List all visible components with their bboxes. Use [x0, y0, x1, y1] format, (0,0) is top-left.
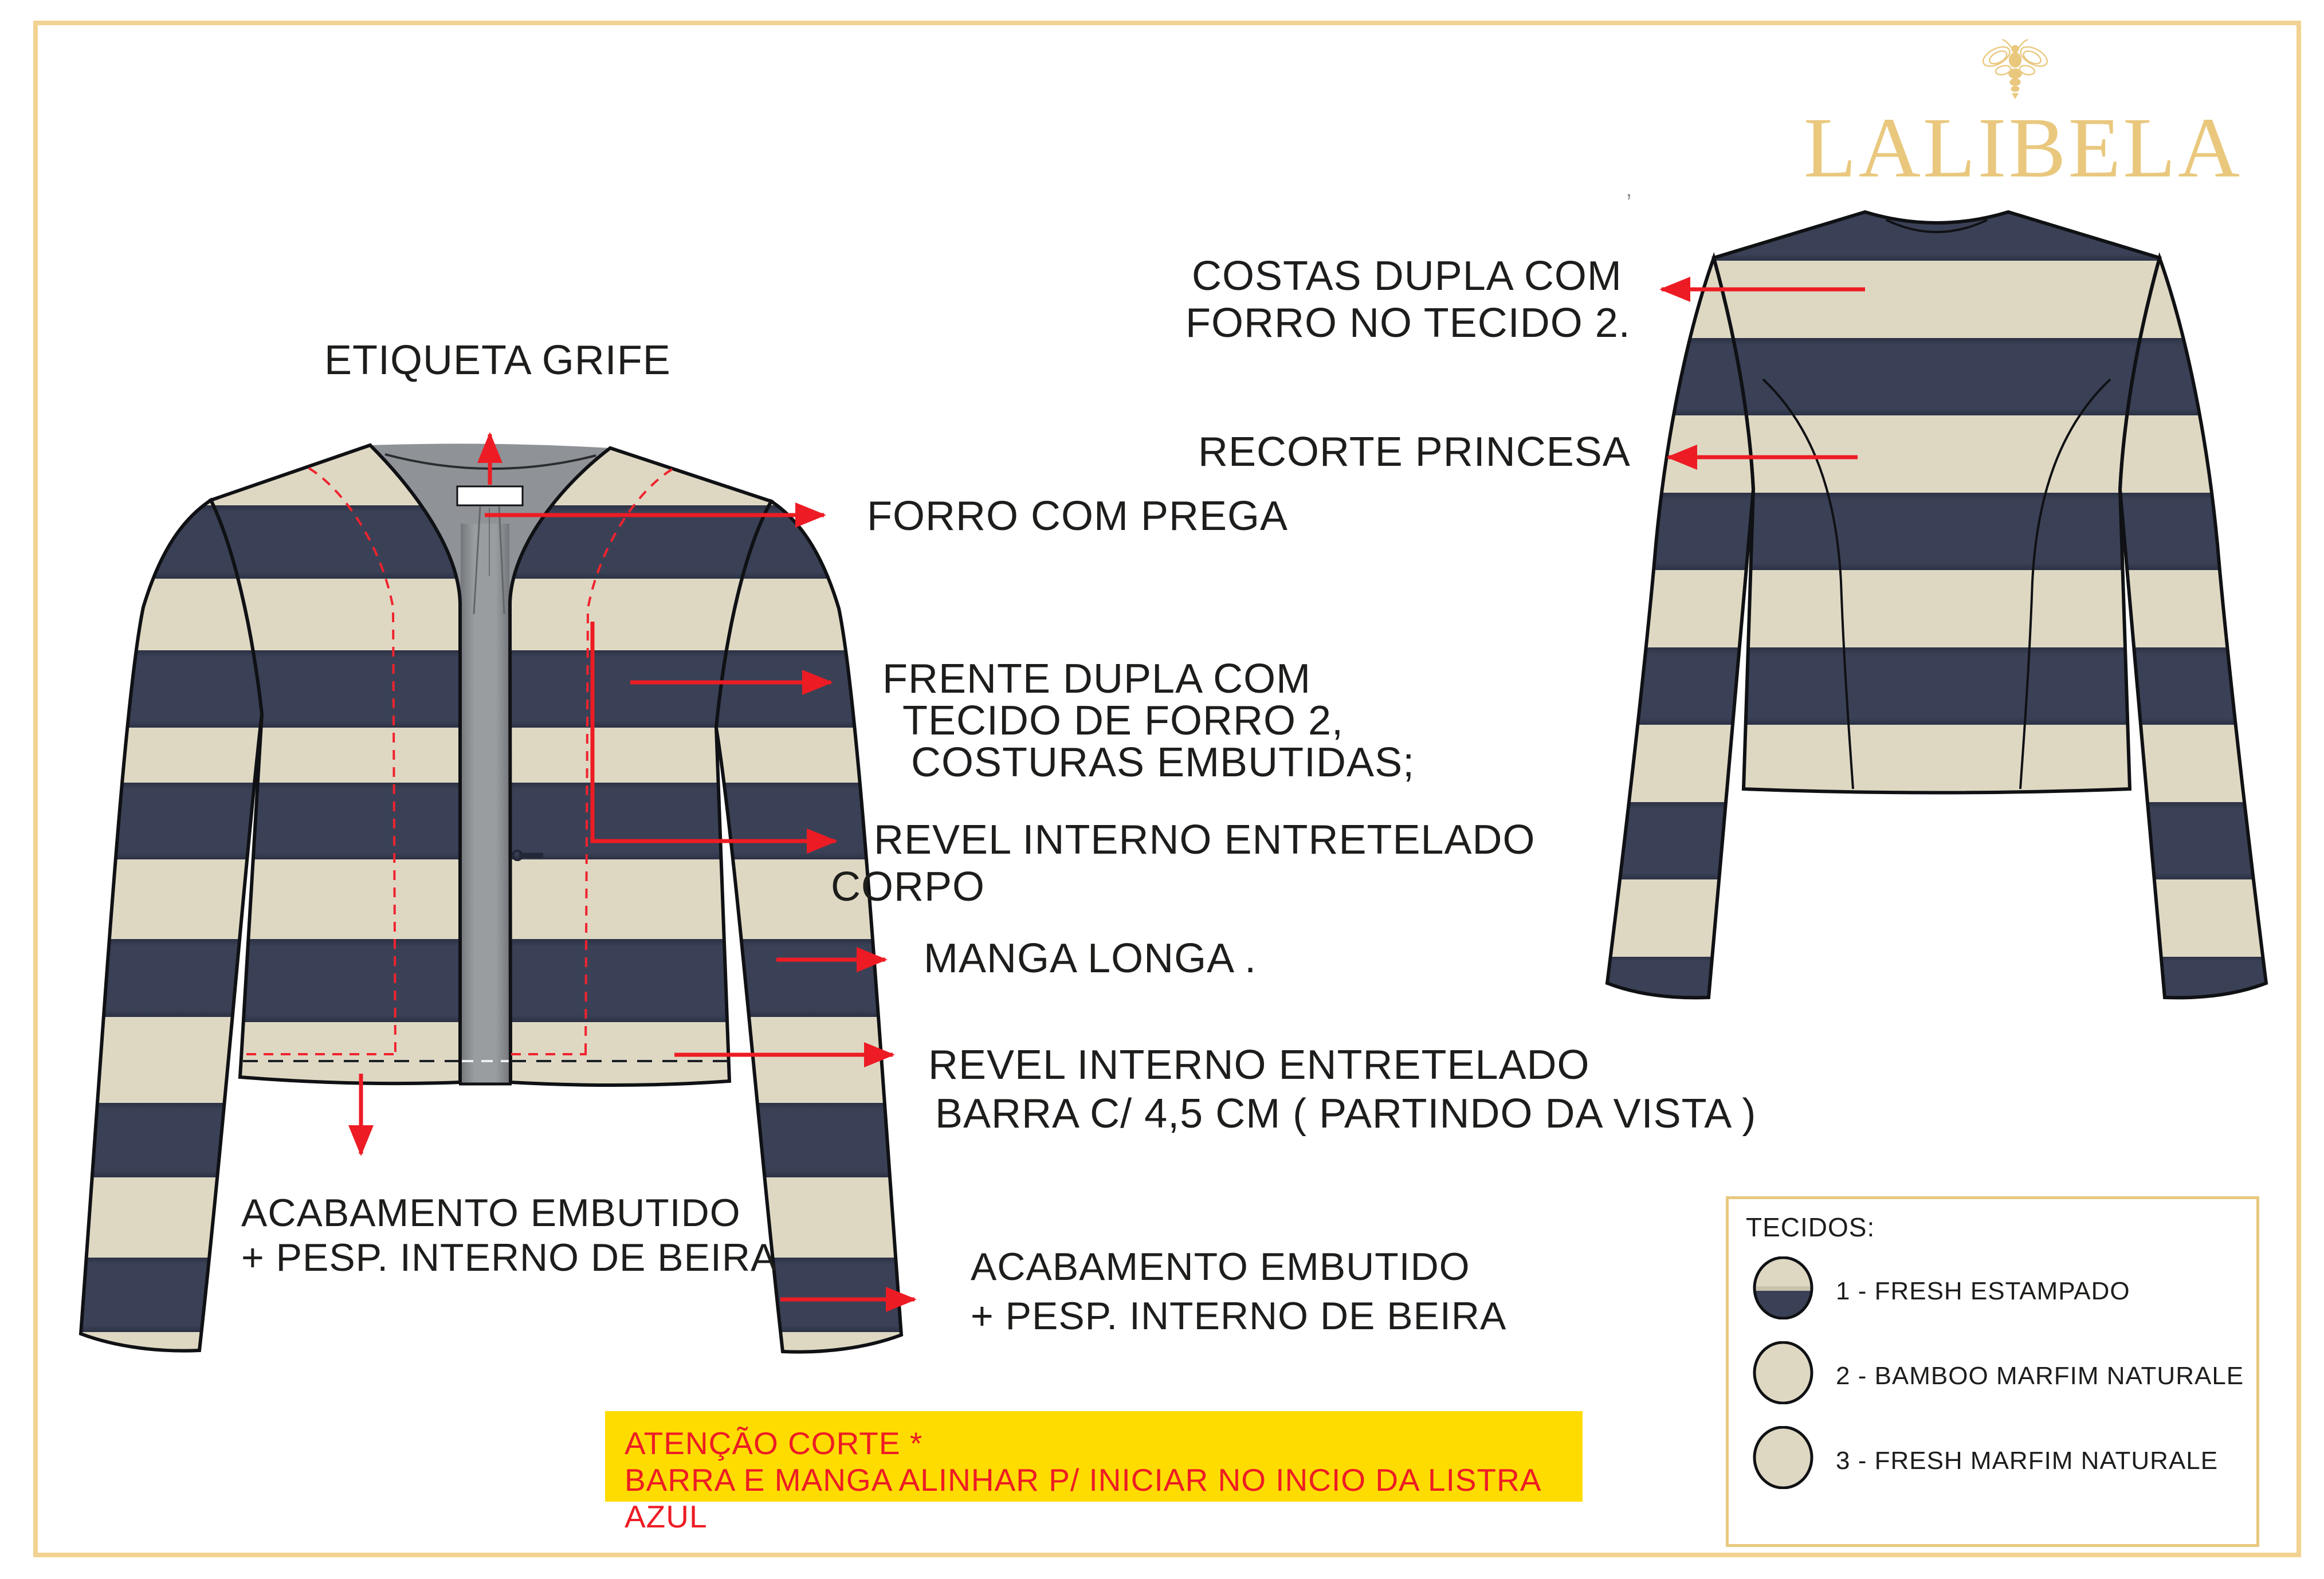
brand-logo: LALIBELA — [1804, 100, 2243, 195]
label-acabamento-cuff-line1: ACABAMENTO EMBUTIDO — [971, 1245, 1470, 1289]
label-revel-barra-line1: REVEL INTERNO ENTRETELADO — [928, 1042, 1590, 1088]
label-costas — [1185, 253, 1631, 347]
warning-line2: BARRA E MANGA ALINHAR P/ INICIAR NO INCIO DA LISTRA AZUL — [625, 1462, 1540, 1534]
label-acabamento-hem — [241, 1191, 777, 1280]
label-acabamento-hem-line2: + PESP. INTERNO DE BEIRA — [241, 1236, 778, 1279]
back-view-drawing — [1570, 189, 2303, 1020]
fabric-swatch-plain-icon — [1752, 1426, 1815, 1489]
label-revel-corpo-line1: REVEL INTERNO ENTRETELADO — [874, 817, 1536, 863]
warning-line1: ATENÇÃO CORTE * — [625, 1425, 923, 1461]
label-frente-line3: COSTURAS EMBUTIDAS; — [911, 740, 1415, 785]
legend-row-2 — [1729, 1341, 2256, 1404]
label-revel-corpo-line2: CORPO — [831, 864, 986, 910]
fabric-swatch-striped-icon — [1752, 1256, 1815, 1319]
label-acabamento-cuff — [971, 1242, 1506, 1341]
legend-label-1: 1 - FRESH ESTAMPADO — [1836, 1277, 2130, 1305]
legend-title: TECIDOS: — [1746, 1212, 1875, 1242]
cutting-warning-box — [605, 1411, 1583, 1534]
back-stripes — [1570, 189, 2303, 1020]
label-costas-line2: FORRO NO TECIDO 2. — [1185, 300, 1631, 346]
legend-label-3: 3 - FRESH MARFIM NATURALE — [1836, 1447, 2219, 1475]
label-manga: MANGA LONGA . — [924, 936, 1257, 981]
label-acabamento-hem-line1: ACABAMENTO EMBUTIDO — [241, 1191, 741, 1235]
fabric-swatch-plain-icon — [1752, 1341, 1815, 1404]
label-acabamento-cuff-line2: + PESP. INTERNO DE BEIRA — [971, 1294, 1507, 1338]
label-frente-line1: FRENTE DUPLA COM — [882, 656, 1312, 702]
label-frente — [882, 658, 1415, 784]
label-revel-barra-line2: BARRA C/ 4,5 CM ( PARTINDO DA VISTA ) — [935, 1091, 1757, 1137]
label-recorte: RECORTE PRINCESA — [1198, 429, 1631, 475]
bee-icon — [1972, 38, 2058, 101]
brand-label-tag — [457, 486, 523, 505]
stray-mark: ’ — [1626, 189, 1632, 217]
label-etiqueta: ETIQUETA GRIFE — [324, 337, 671, 383]
label-costas-line1: COSTAS DUPLA COM — [1192, 253, 1622, 299]
legend-label-2: 2 - BAMBOO MARFIM NATURALE — [1836, 1362, 2244, 1390]
legend-row-1 — [1729, 1256, 2256, 1319]
fabric-legend — [1726, 1196, 2259, 1547]
label-forro: FORRO COM PREGA — [867, 493, 1289, 539]
label-frente-line2: TECIDO DE FORRO 2, — [902, 698, 1344, 744]
legend-row-3 — [1729, 1426, 2256, 1489]
